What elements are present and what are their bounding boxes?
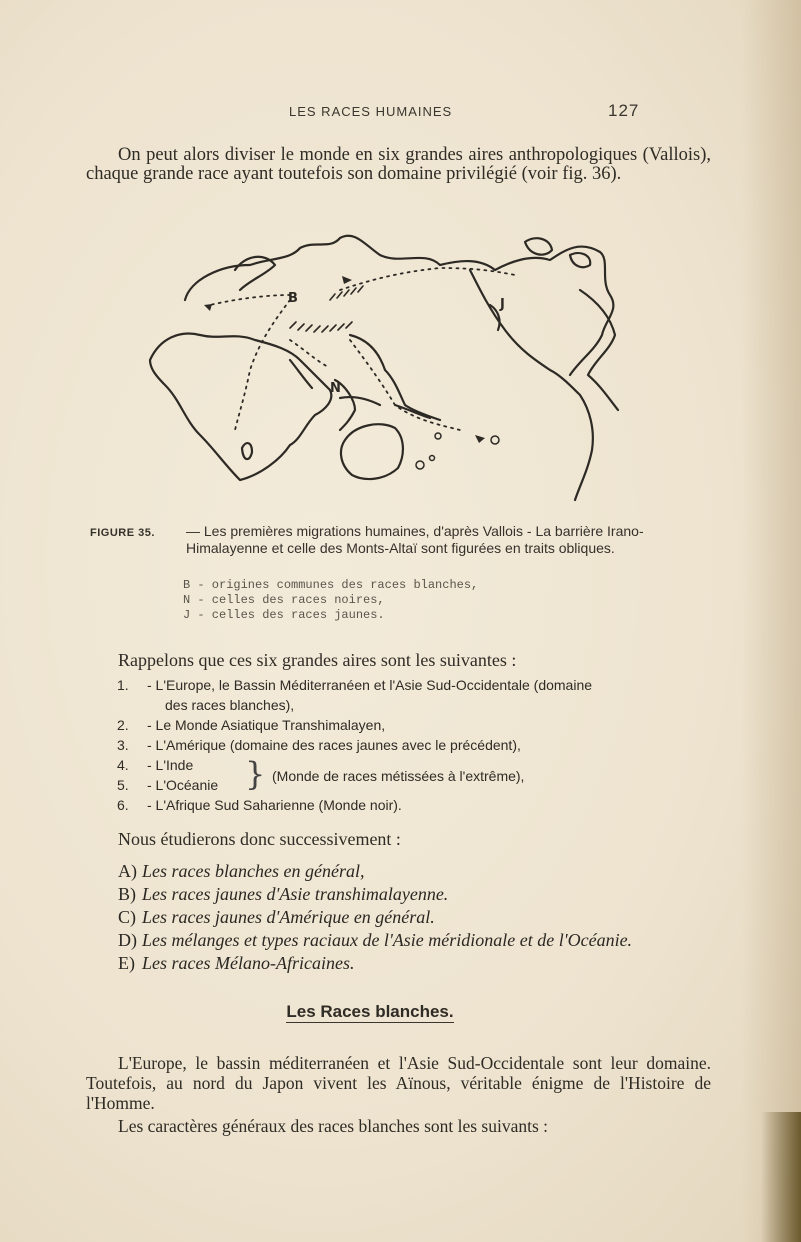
rappel-heading: Rappelons que ces six grandes aires sont les suivantes : xyxy=(118,650,517,670)
section-title-text: Les Races blanches. xyxy=(286,1002,454,1021)
item-text: Les races jaunes d'Asie transhimalayenne. xyxy=(142,884,449,904)
aires-list xyxy=(117,675,707,815)
america-coast xyxy=(470,270,593,500)
item-text: - L'Europe, le Bassin Méditerranéen et l'Asie Sud-Occidentale (domaine xyxy=(147,677,593,693)
item-text: - L'Océanie xyxy=(147,777,219,793)
item-letter: A) xyxy=(118,861,137,881)
australia-coast xyxy=(341,424,403,479)
item-letter: E) xyxy=(118,953,135,973)
item-text: - L'Inde xyxy=(147,757,194,773)
page-edge-shadow xyxy=(741,0,801,1242)
item-number: 2. xyxy=(117,717,129,733)
list-item xyxy=(117,795,707,815)
route-east xyxy=(340,268,515,290)
eurasia-coast xyxy=(185,236,613,375)
mark-n: N xyxy=(330,381,341,396)
arrow-west xyxy=(204,304,212,311)
route-southeast xyxy=(350,340,460,430)
item-number: 6. xyxy=(117,797,129,813)
item-text: Les races blanches en général, xyxy=(142,861,365,881)
item-text: - Le Monde Asiatique Transhimalayen, xyxy=(147,717,386,733)
item-number: 4. xyxy=(117,757,129,773)
legend-item: B - origines communes des races blanches, xyxy=(183,578,479,592)
route-india xyxy=(290,340,330,368)
item-text: des races blanches), xyxy=(165,697,295,713)
list-item xyxy=(118,906,698,929)
figure-caption xyxy=(90,523,700,556)
himalaya-barrier xyxy=(290,322,352,332)
list-item xyxy=(117,715,707,735)
item-text: Les races Mélano-Africaines. xyxy=(142,953,355,973)
item-text: Les races jaunes d'Amérique en général. xyxy=(142,907,435,927)
list-item xyxy=(117,675,707,695)
body-paragraph: L'Europe, le bassin méditerranéen et l'Asie Sud-Occidentale sont leur domaine. Toutefois, au nord du Japon vivent les Aïnous, véritable énigme de l'Histoire de l'Homme. xyxy=(86,1053,711,1113)
intro-paragraph: On peut alors diviser le monde en six grandes aires anthropologiques (Vallois), chaque grande race ayant toutefois son domaine privilégié (voir fig. 36). xyxy=(86,145,711,184)
pacific-island-4 xyxy=(491,436,499,444)
brace-group xyxy=(117,755,707,795)
mark-b: B xyxy=(288,291,298,306)
list-item xyxy=(117,695,707,715)
southeast-asia-coast xyxy=(350,335,440,420)
etude-intro: Nous étudierons donc successivement : xyxy=(118,829,401,849)
figure-legend xyxy=(183,578,478,623)
pacific-island-2 xyxy=(416,461,424,469)
arctic-island-1 xyxy=(525,238,552,254)
etudes-list xyxy=(118,860,698,975)
list-item xyxy=(117,735,707,755)
brace-symbol: } xyxy=(245,755,266,793)
item-number: 3. xyxy=(117,737,129,753)
arrow-america xyxy=(475,435,485,443)
route-west xyxy=(210,295,290,305)
figure-label: FIGURE 35. xyxy=(90,527,155,539)
pacific-island-3 xyxy=(430,456,435,461)
figure-caption-text: — Les premières migrations humaines, d'après Vallois - La barrière Irano-Himalayenne et celle des Monts-Altaï sont figurées en traits obliques. xyxy=(186,523,644,556)
legend-item: N - celles des races noires, xyxy=(183,593,385,607)
item-text: - L'Afrique Sud Saharienne (Monde noir). xyxy=(147,797,402,813)
section-title xyxy=(0,1002,740,1022)
mark-j: J xyxy=(500,297,505,312)
list-item xyxy=(118,929,698,952)
list-item xyxy=(118,860,698,883)
item-number: 1. xyxy=(117,677,129,693)
list-item xyxy=(118,952,698,975)
item-number: 5. xyxy=(117,777,129,793)
list-item xyxy=(118,883,698,906)
route-south xyxy=(235,300,290,430)
item-letter: C) xyxy=(118,907,136,927)
arctic-island-2 xyxy=(570,253,590,267)
brace-text: (Monde de races métissées à l'extrême), xyxy=(272,768,525,784)
body-paragraph: Les caractères généraux des races blanches sont les suivants : xyxy=(118,1116,549,1136)
migration-map xyxy=(140,210,640,515)
item-letter: B) xyxy=(118,884,136,904)
legend-item: J - celles des races jaunes. xyxy=(183,608,385,622)
arrow-east xyxy=(342,276,352,284)
item-text: - L'Amérique (domaine des races jaunes avec le précédent), xyxy=(147,737,521,753)
corner-stain xyxy=(761,1112,801,1242)
madagascar xyxy=(242,443,252,459)
page-number: 127 xyxy=(608,101,640,120)
arabia-coast xyxy=(290,360,312,388)
running-title: LES RACES HUMAINES xyxy=(289,104,453,119)
map-figure xyxy=(140,210,640,515)
item-text: Les mélanges et types raciaux de l'Asie méridionale et de l'Océanie. xyxy=(142,930,633,950)
item-letter: D) xyxy=(118,930,137,950)
pacific-island-1 xyxy=(435,433,441,439)
scandinavia xyxy=(235,257,275,290)
